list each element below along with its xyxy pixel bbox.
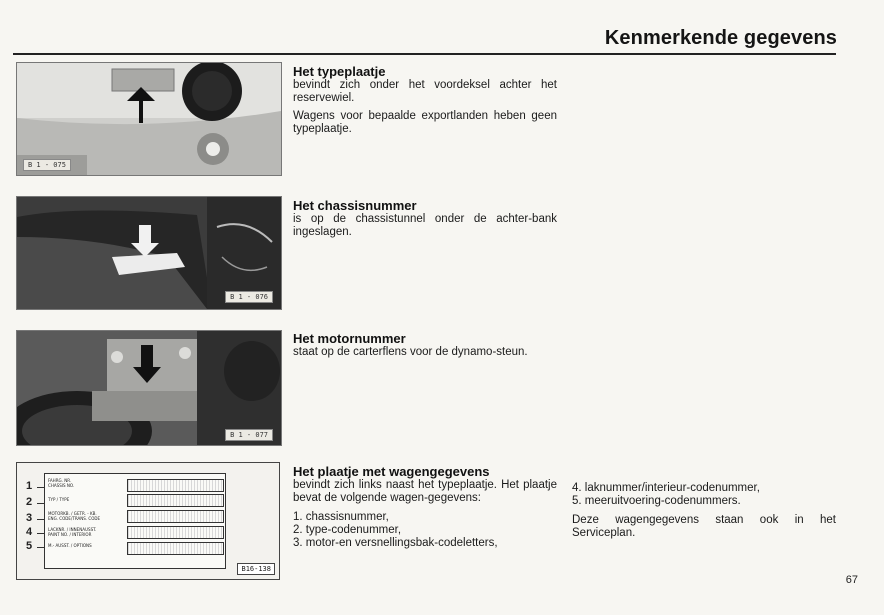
plate-callout-number: 4: [26, 526, 33, 538]
data-list: [293, 511, 557, 550]
plate-callout-number: 5: [26, 540, 33, 552]
list-item: 5. meeruitvoering-codenummers.: [572, 495, 741, 507]
plate-row-label: PAINT NO. / INTERIOR: [48, 533, 92, 538]
photo-engine: [16, 330, 282, 446]
list-item: 1. chassisnummer,: [293, 511, 389, 523]
section-heading: Het plaatje met wagengegevens: [293, 464, 490, 479]
plate-row-label: LACKNR. / INNENAUSST.: [48, 528, 97, 533]
plate-figure-code: B16-138: [237, 563, 275, 575]
photo-engine-image: [17, 331, 281, 445]
plate-callout-number: 2: [26, 496, 33, 508]
photo-label: B 1 - 076: [225, 291, 273, 303]
page-title: Kenmerkende gegevens: [604, 27, 837, 49]
section-paragraph: Wagens voor bepaalde exportlanden heben geen typeplaatje.: [293, 110, 557, 135]
section-data-plate-continued: [572, 482, 836, 540]
section-paragraph: Deze wagengegevens staan ook in het Serviceplan.: [572, 514, 836, 539]
section-chassis: [293, 198, 557, 239]
plate-field: [127, 494, 224, 507]
list-item: 4. laknummer/interieur-codenummer,: [572, 482, 760, 494]
plate-callout-number: 1: [26, 480, 33, 492]
header-rule: [13, 53, 836, 55]
plate-field: [127, 542, 224, 555]
page-number: 67: [845, 574, 858, 586]
section-typeplate: [293, 64, 557, 136]
section-paragraph: staat op de carterflens voor de dynamo-steun.: [293, 346, 528, 358]
section-heading: Het motornummer: [293, 331, 406, 346]
section-heading: Het typeplaatje: [293, 64, 386, 79]
plate-row-label: MOTORKB. / GETR. - KB.: [48, 512, 97, 517]
vehicle-data-plate: [16, 462, 280, 580]
photo-label: B 1 - 075: [23, 159, 71, 171]
section-paragraph: is op de chassistunnel onder de achter-bank ingeslagen.: [293, 213, 557, 238]
plate-row-label: CHASSIS NO.: [48, 484, 75, 489]
photo-typeplate: [16, 62, 282, 176]
list-item: 3. motor-en versnellingsbak-codeletters,: [293, 537, 498, 549]
plate-field: [127, 479, 224, 492]
photo-label: B 1 - 077: [225, 429, 273, 441]
plate-face: [44, 473, 226, 569]
plate-row-label: ENG. CODE/TRANS. CODE: [48, 517, 101, 522]
section-data-plate: [293, 464, 557, 550]
plate-row-label: M.- AUSST. / OPTIONS: [48, 544, 92, 549]
photo-chassis: [16, 196, 282, 310]
plate-callout-number: 3: [26, 512, 33, 524]
list-item: 2. type-codenummer,: [293, 524, 402, 536]
plate-row-label: TYP / TYPE: [48, 498, 70, 503]
plate-field: [127, 526, 224, 539]
data-list: [572, 482, 836, 508]
section-paragraph: bevindt zich links naast het typeplaatje. Het plaatje bevat de volgende wagen-gegevens:: [293, 479, 557, 504]
section-engine: [293, 331, 557, 359]
plate-field: [127, 510, 224, 523]
section-paragraph: bevindt zich onder het voordeksel achter het reservewiel.: [293, 79, 557, 104]
plate-row-label: FAHRG. NR.: [48, 479, 72, 484]
section-heading: Het chassisnummer: [293, 198, 417, 213]
